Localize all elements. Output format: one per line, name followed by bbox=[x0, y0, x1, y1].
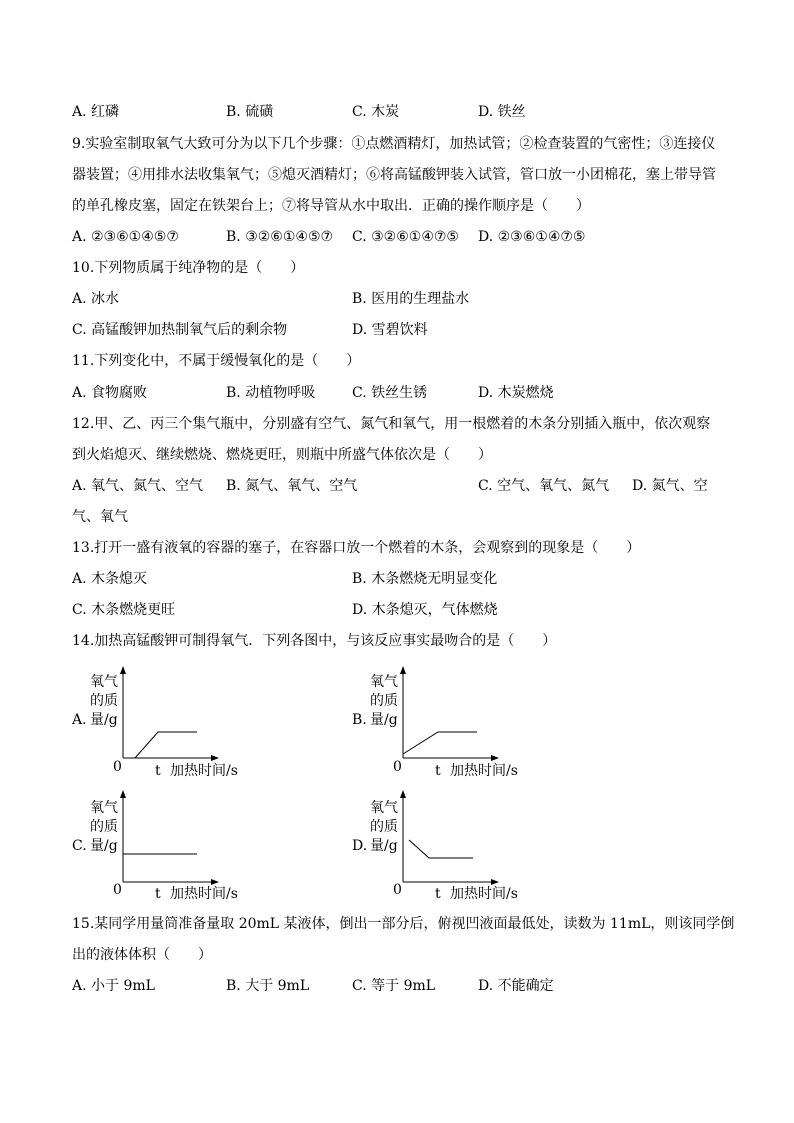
graph-c-x-arrow bbox=[211, 879, 219, 885]
q12-stem-line-1: 12.甲、乙、丙三个集气瓶中，分别盛有空气、氮气和氧气，用一根燃着的木条分别插入瓶中，依次观察 bbox=[72, 416, 711, 432]
q11-option-b: B. 动植物呼吸 bbox=[226, 385, 316, 401]
q9-option-c: C. ③②⑥①④⑦⑤ bbox=[352, 229, 459, 245]
q11-option-d: D. 木炭燃烧 bbox=[478, 385, 554, 401]
graph-b-ylabel-2: 的质 bbox=[370, 693, 398, 709]
q10-stem: 10.下列物质属于纯净物的是（ ） bbox=[72, 260, 305, 276]
graph-d-plot bbox=[393, 788, 503, 888]
graph-c-ylabel-3: 量/g bbox=[90, 838, 118, 854]
q10-option-a: A. 冰水 bbox=[72, 291, 120, 307]
q9-stem-line-1: 9.实验室制取氧气大致可分为以下几个步骤：①点燃酒精灯，加热试管；②检查装置的气密性；③连接仪 bbox=[72, 136, 716, 152]
q14-stem: 14.加热高锰酸钾可制得氧气．下列各图中，与该反应事实最吻合的是（ ） bbox=[72, 633, 557, 649]
graph-d-x-arrow bbox=[491, 879, 499, 885]
graph-a-ylabel-1: 氧气 bbox=[90, 674, 118, 690]
q12-option-c: C. 空气、氧气、氮气 bbox=[478, 478, 610, 494]
graph-b-plot bbox=[393, 664, 503, 764]
graph-b-y-arrow bbox=[400, 666, 406, 674]
graph-a-curve bbox=[135, 732, 197, 758]
q12-option-a: A. 氧气、氮气、空气 bbox=[72, 478, 204, 494]
graph-c-letter: C. bbox=[72, 838, 87, 854]
q11-stem: 11.下列变化中，不属于缓慢氧化的是（ ） bbox=[72, 353, 361, 369]
graph-d-letter: D. bbox=[352, 838, 368, 854]
graph-b-curve bbox=[403, 732, 477, 754]
q10-option-c: C. 高锰酸钾加热制氧气后的剩余物 bbox=[72, 322, 288, 338]
q8-option-b: B. 硫磺 bbox=[226, 104, 274, 120]
graph-c-plot bbox=[113, 788, 223, 888]
graph-a-ylabel-2: 的质 bbox=[90, 693, 118, 709]
graph-c-y-arrow bbox=[120, 790, 126, 798]
graph-c-origin: 0 bbox=[113, 882, 122, 898]
graph-a-x-arrow bbox=[211, 755, 219, 761]
graph-a-t: t bbox=[155, 763, 161, 779]
q13-option-a: A. 木条熄灭 bbox=[72, 571, 148, 587]
q15-option-b: B. 大于 9mL bbox=[226, 978, 310, 994]
q12-option-d: D. 氮气、空 bbox=[632, 478, 708, 494]
graph-d-origin: 0 bbox=[393, 882, 402, 898]
graph-c-ylabel-1: 氧气 bbox=[90, 800, 118, 816]
q12-stem-line-2: 到火焰熄灭、继续燃烧、燃烧更旺，则瓶中所盛气体依次是（ ） bbox=[72, 447, 492, 463]
q9-option-d: D. ②③⑥①④⑦⑤ bbox=[478, 229, 586, 245]
graph-a-y-arrow bbox=[120, 666, 126, 674]
q15-stem-line-1: 15.某同学用量筒准备量取 20mL 某液体，倒出一部分后，俯视凹液面最低处，读数为 11mL，则该同学倒 bbox=[72, 916, 735, 932]
q11-option-c: C. 铁丝生锈 bbox=[352, 385, 428, 401]
q10-option-d: D. 雪碧饮料 bbox=[352, 322, 428, 338]
graph-a-letter: A. bbox=[72, 712, 87, 728]
q8-option-a: A. 红磷 bbox=[72, 104, 120, 120]
graph-c-ylabel-2: 的质 bbox=[90, 819, 118, 835]
graph-a-plot bbox=[113, 664, 223, 764]
q15-option-a: A. 小于 9mL bbox=[72, 978, 155, 994]
q8-option-c: C. 木炭 bbox=[352, 104, 400, 120]
graph-b-ylabel-1: 氧气 bbox=[370, 674, 398, 690]
graph-d-y-arrow bbox=[400, 790, 406, 798]
q9-option-a: A. ②③⑥①④⑤⑦ bbox=[72, 229, 179, 245]
q13-option-d: D. 木条熄灭，气体燃烧 bbox=[352, 602, 498, 618]
graph-d-ylabel-2: 的质 bbox=[370, 819, 398, 835]
q15-stem-line-2: 出的液体体积（ ） bbox=[72, 947, 212, 963]
graph-a-xlabel: 加热时间/s bbox=[170, 763, 238, 779]
graph-b-origin: 0 bbox=[393, 759, 402, 775]
q10-option-b: B. 医用的生理盐水 bbox=[352, 291, 470, 307]
graph-d-ylabel-1: 氧气 bbox=[370, 800, 398, 816]
q9-stem-line-3: 的单孔橡皮塞，固定在铁架台上；⑦将导管从水中取出．正确的操作顺序是（ ） bbox=[72, 198, 590, 214]
graph-d-xlabel: 加热时间/s bbox=[450, 886, 518, 902]
graph-b-x-arrow bbox=[491, 755, 499, 761]
q12-option-b: B. 氮气、氧气、空气 bbox=[226, 478, 358, 494]
graph-a-ylabel-3: 量/g bbox=[90, 712, 118, 728]
graph-b-letter: B. bbox=[352, 712, 367, 728]
q13-option-b: B. 木条燃烧无明显变化 bbox=[352, 571, 498, 587]
q15-option-d: D. 不能确定 bbox=[478, 978, 554, 994]
q13-stem: 13.打开一盛有液氧的容器的塞子，在容器口放一个燃着的木条，会观察到的现象是（ ） bbox=[72, 540, 641, 556]
graph-d-curve bbox=[409, 840, 473, 858]
q9-stem-line-2: 器装置；④用排水法收集氧气；⑤熄灭酒精灯；⑥将高锰酸钾装入试管，管口放一小团棉花，塞上带导管 bbox=[72, 167, 716, 183]
graph-c-xlabel: 加热时间/s bbox=[170, 886, 238, 902]
q15-option-c: C. 等于 9mL bbox=[352, 978, 436, 994]
graph-c-t: t bbox=[155, 886, 161, 902]
graph-b-xlabel: 加热时间/s bbox=[450, 763, 518, 779]
q11-option-a: A. 食物腐败 bbox=[72, 385, 148, 401]
q9-option-b: B. ③②⑥①④⑤⑦ bbox=[226, 229, 334, 245]
q8-option-d: D. 铁丝 bbox=[478, 104, 526, 120]
graph-a-origin: 0 bbox=[113, 759, 122, 775]
graph-d-t: t bbox=[435, 886, 441, 902]
q13-option-c: C. 木条燃烧更旺 bbox=[72, 602, 176, 618]
graph-d-ylabel-3: 量/g bbox=[370, 838, 398, 854]
graph-b-t: t bbox=[435, 763, 441, 779]
graph-b-ylabel-3: 量/g bbox=[370, 712, 398, 728]
q12-option-d-wrap: 气、氧气 bbox=[72, 509, 128, 525]
